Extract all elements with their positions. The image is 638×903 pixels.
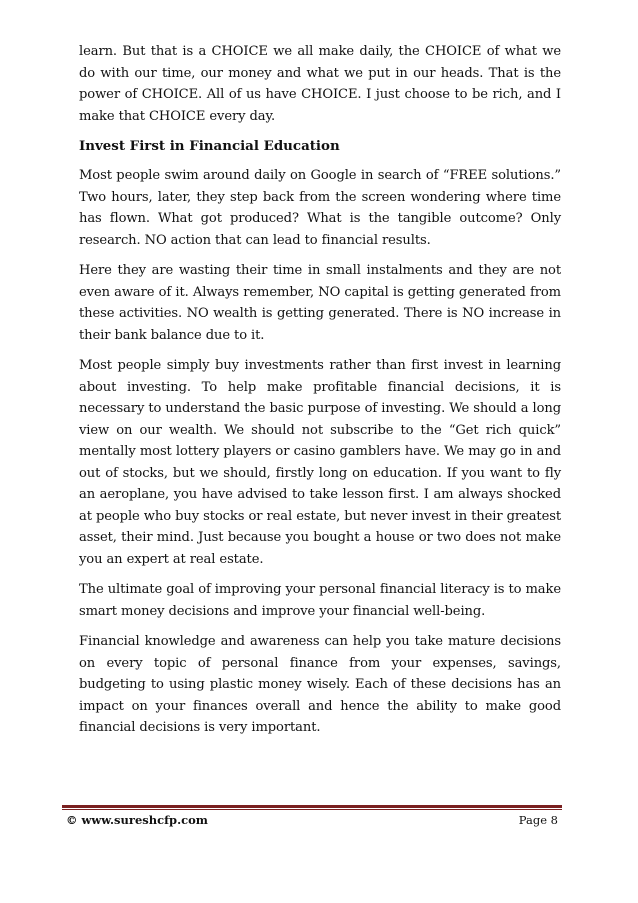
paragraph-financial-knowledge: Financial knowledge and awareness can help you take mature decisions on every topic of personal finance from your expenses, savings, budgeting to using plastic money wisely. Each of these decisions has an impact on your finances overall and hence the ability to make good financial decisions is very important.	[79, 634, 561, 735]
footer-divider	[62, 805, 562, 808]
section-heading: Invest First in Financial Education	[79, 138, 340, 154]
paragraph-wasting-time: Here they are wasting their time in small instalments and they are not even aware of it. Always remember, NO capital is getting generated from these activities. NO wealth is getting generated. There is NO increase in their bank balance due to it.	[79, 263, 561, 343]
paragraph-google-search: Most people swim around daily on Google in search of “FREE solutions.” Two hours, later, they step back from the screen wondering where time has flown. What got produced? What is the tangible outcome? Only research. NO action that can lead to financial results.	[79, 168, 561, 248]
paragraph-ultimate-goal: The ultimate goal of improving your personal financial literacy is to make smart money decisions and improve your financial well-being.	[79, 582, 561, 619]
paragraph-choice: learn. But that is a CHOICE we all make daily, the CHOICE of what we do with our time, our money and what we put in our heads. That is the power of CHOICE. All of us have CHOICE. I just choose to be rich, and I make that CHOICE every day.	[79, 44, 561, 124]
paragraph-invest-learning: Most people simply buy investments rather than first invest in learning about investing. To help make profitable financial decisions, it is necessary to understand the basic purpose of investing. We should a long view on our wealth. We should not subscribe to the “Get rich quick” mentally most lottery players or casino gamblers have. We may go in and out of stocks, but we should, firstly long on education. If you want to fly an aeroplane, you have advised to take lesson first. I am always shocked at people who buy stocks or real estate, but never invest in their greatest asset, their mind. Just because you bought a house or two does not make you an expert at real estate.	[79, 358, 561, 567]
footer-copyright: © www.sureshcfp.com	[66, 813, 208, 827]
footer-page-number: Page 8	[518, 813, 558, 827]
page-content	[79, 41, 561, 748]
footer-divider-thin	[62, 809, 562, 810]
